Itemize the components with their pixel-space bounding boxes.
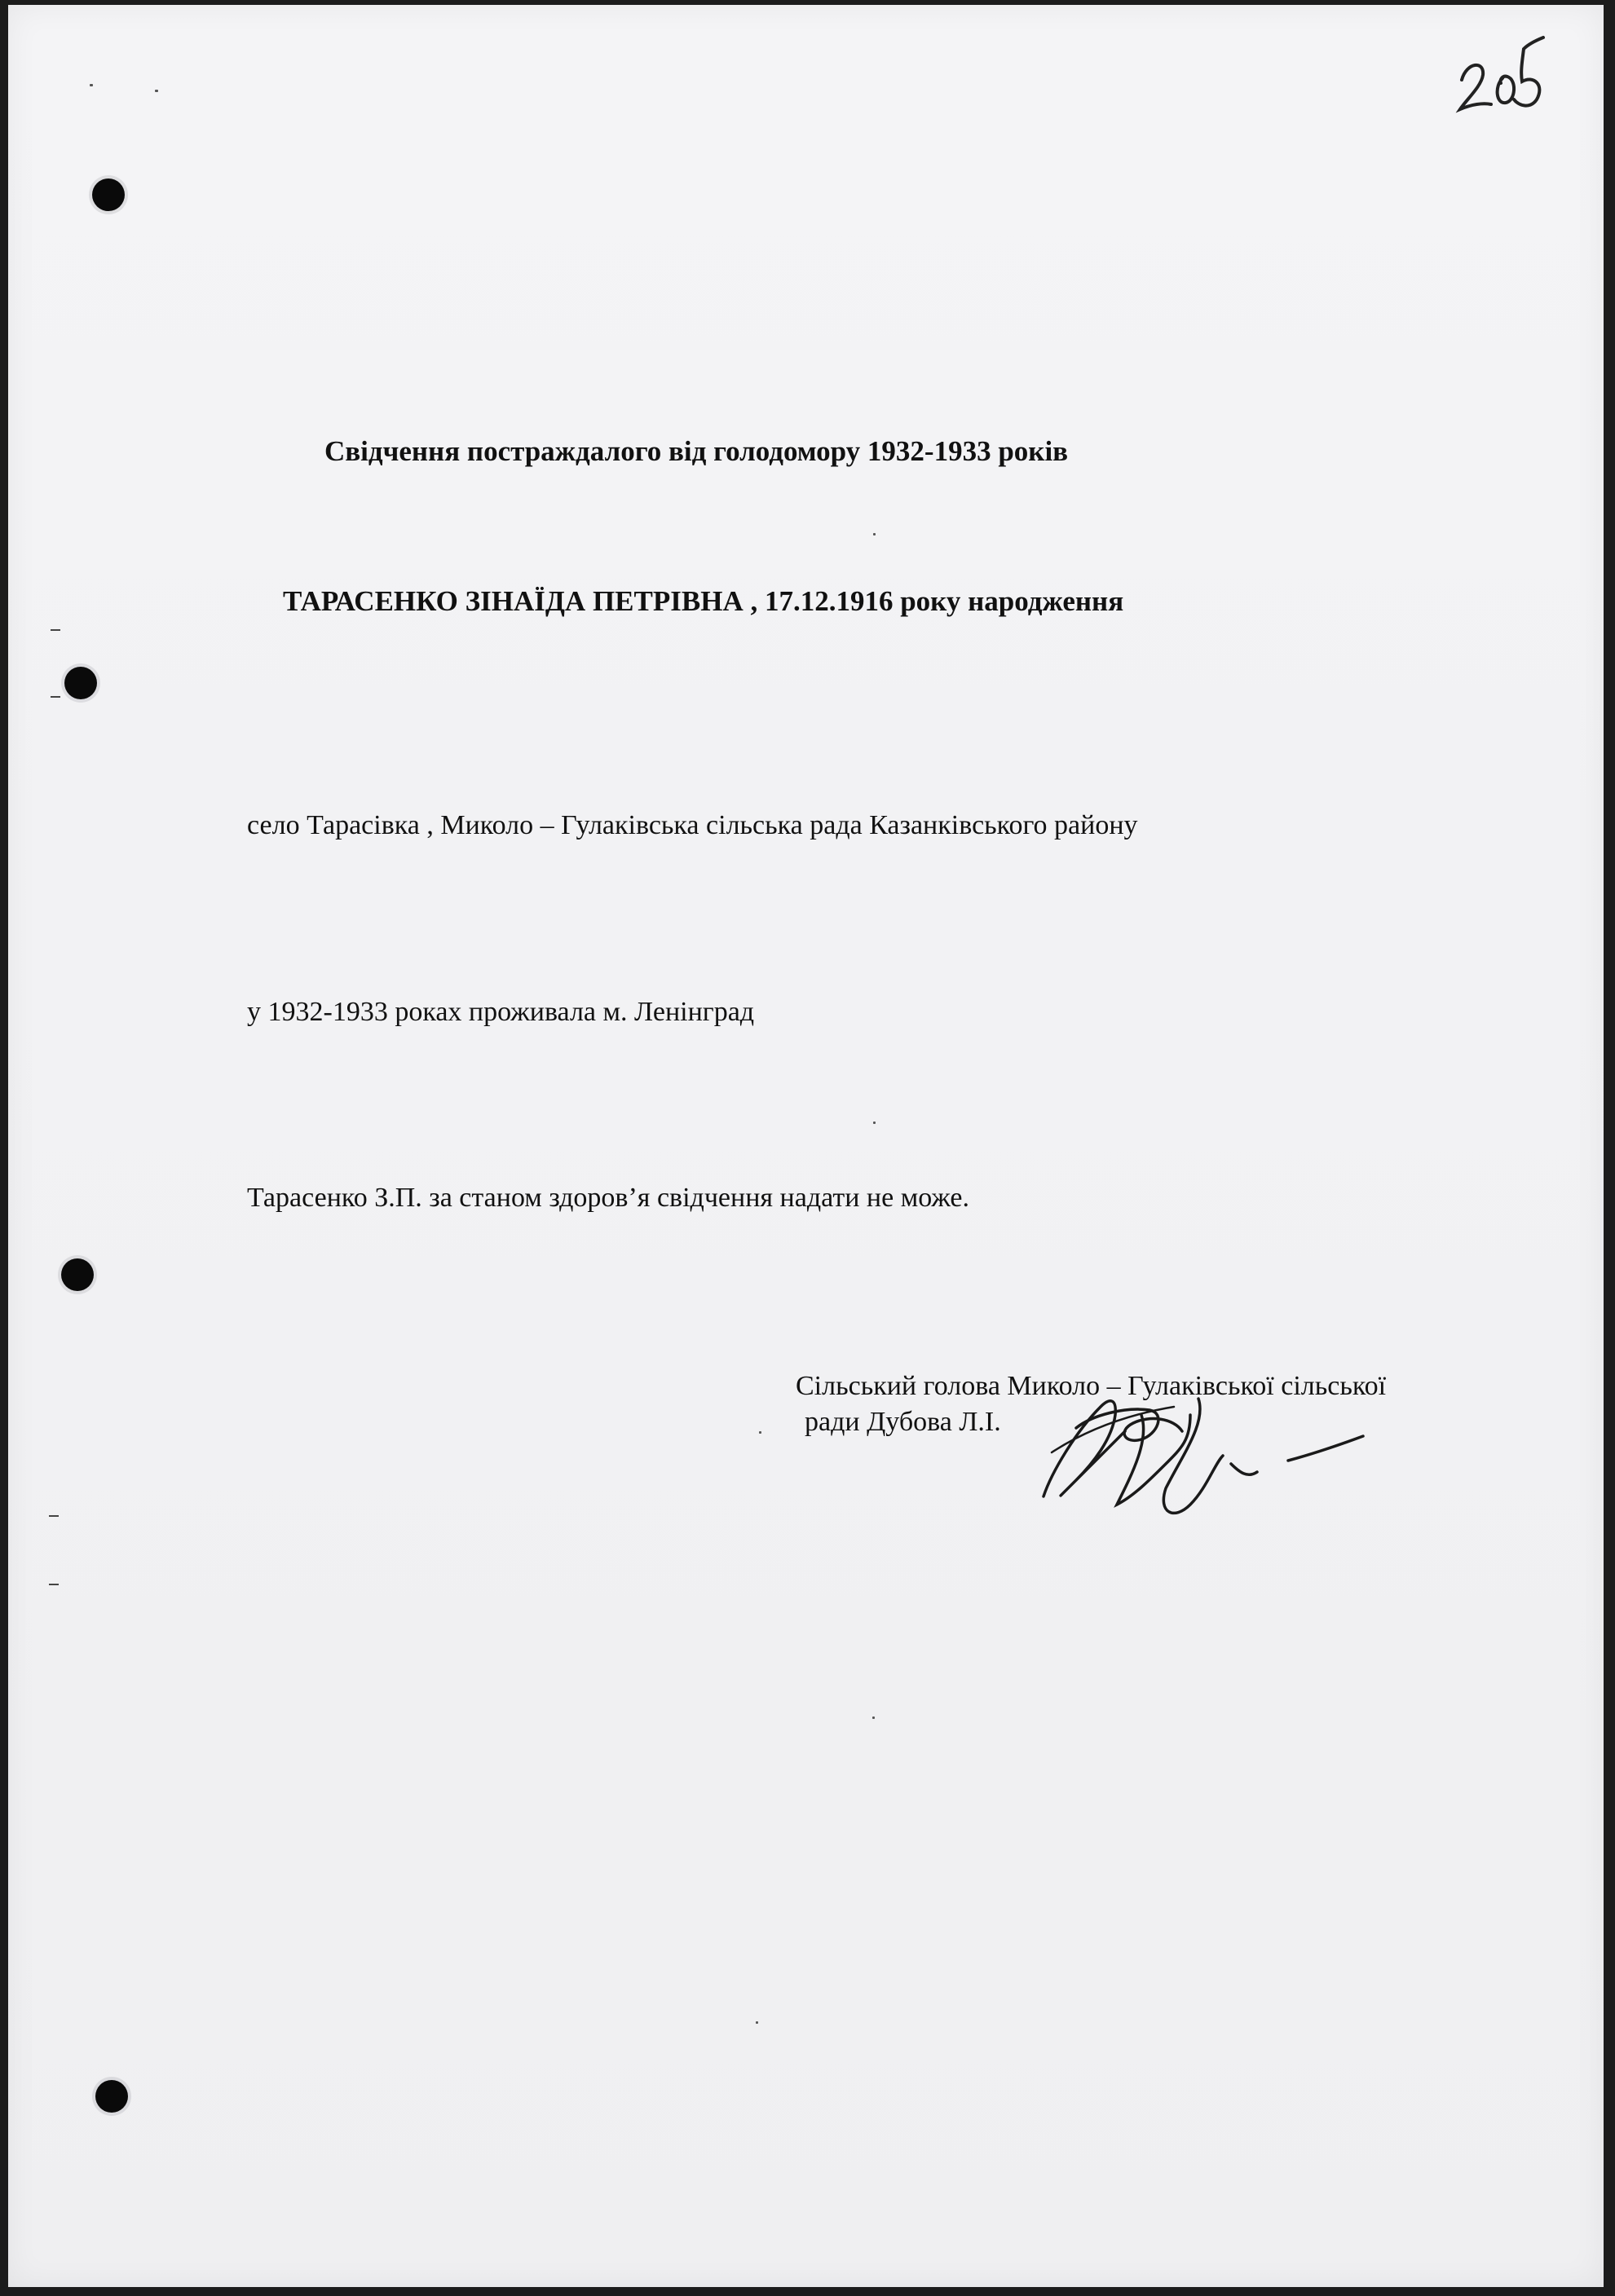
signatory-name: ради Дубова Л.І. [805, 1407, 1001, 1437]
person-line: ТАРАСЕНКО ЗІНАЇДА ПЕТРІВНА , 17.12.1916 року народження [283, 585, 1124, 617]
paper-sheet [8, 5, 1604, 2287]
village-line: село Тарасівка , Миколо – Гулаківська сільська рада Казанківського району [247, 810, 1138, 840]
scan-speck [756, 2021, 758, 2024]
margin-mark [51, 629, 60, 631]
document-title: Свідчення постраждалого від голодомору 1932-1933 років [324, 435, 1069, 467]
residence-line: у 1932-1933 роках проживала м. Ленінград [247, 997, 755, 1027]
scan-speck [155, 90, 158, 92]
scan-speck [873, 533, 876, 535]
handwritten-signature-icon [1027, 1382, 1378, 1545]
margin-mark [49, 1515, 59, 1517]
scan-speck [872, 1716, 875, 1719]
binder-hole-icon [64, 667, 97, 699]
scan-speck [90, 84, 93, 86]
scan-speck [759, 1431, 761, 1434]
signatory-title: Сільський голова Миколо – Гулаківської сільської [796, 1371, 1387, 1401]
binder-hole-icon [61, 1258, 94, 1291]
handwritten-page-number-icon [1455, 29, 1553, 119]
scan-speck [873, 1122, 876, 1124]
margin-mark [51, 696, 60, 698]
margin-mark [49, 1584, 59, 1585]
binder-hole-icon [92, 178, 125, 211]
binder-hole-icon [95, 2080, 128, 2113]
health-statement: Тарасенко З.П. за станом здоров’я свідчення надати не може. [247, 1183, 969, 1213]
